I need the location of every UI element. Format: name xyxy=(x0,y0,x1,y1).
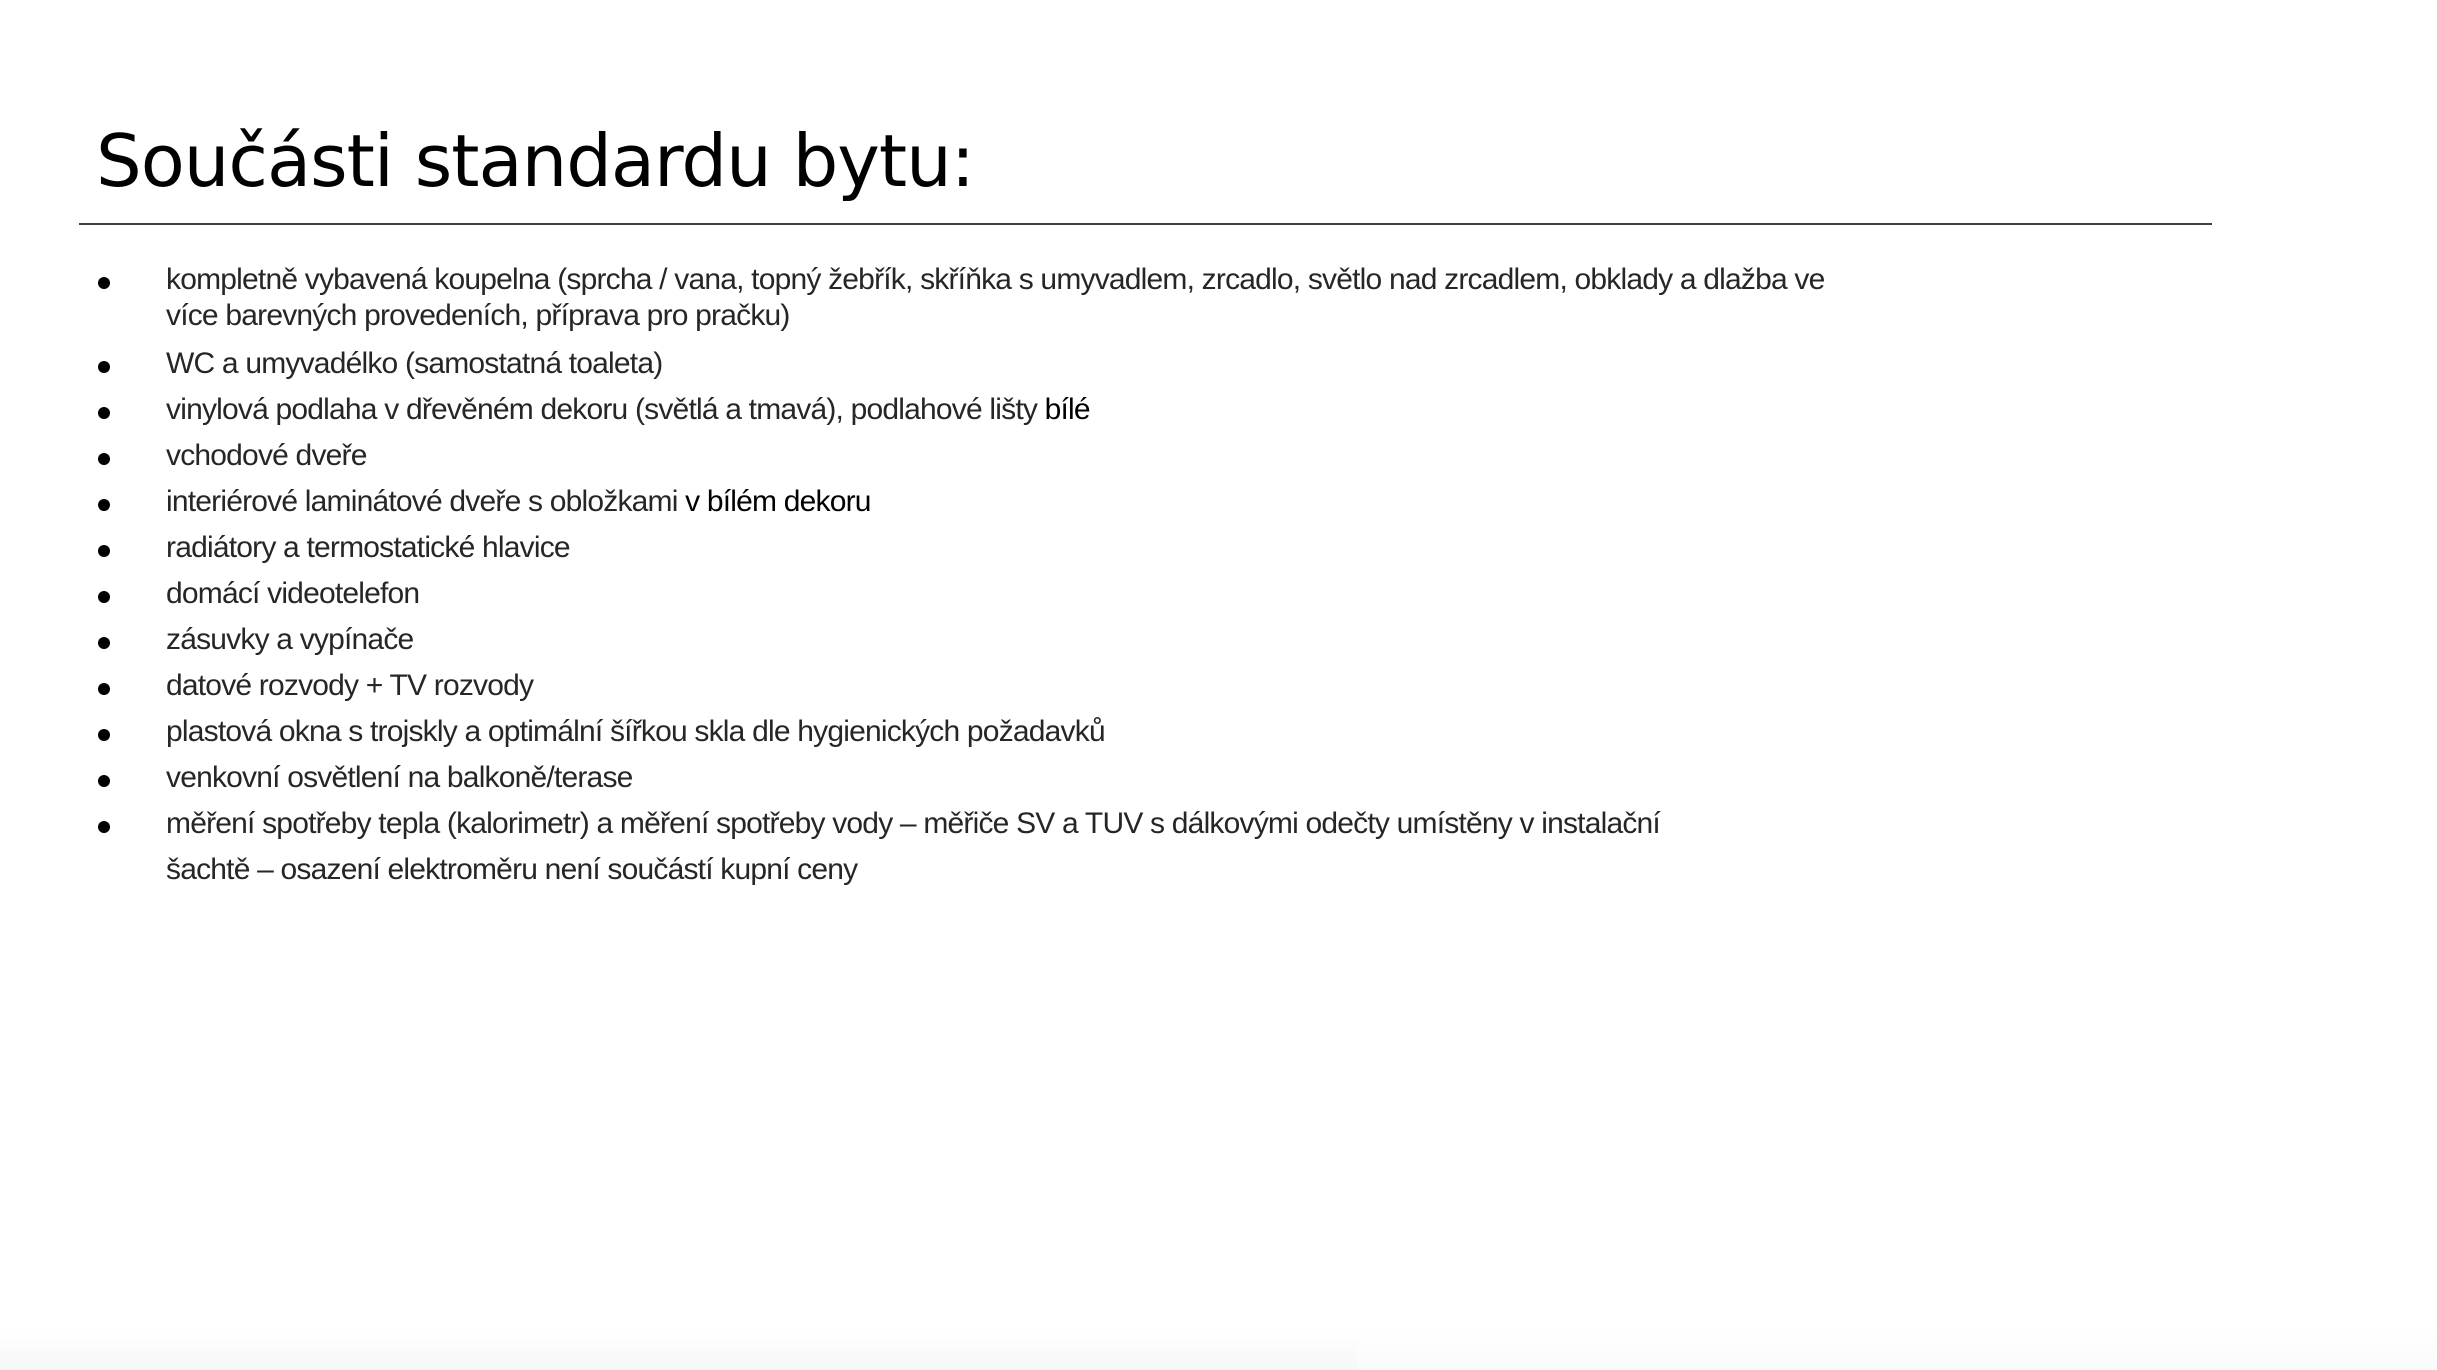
list-item xyxy=(96,346,1836,382)
list-item xyxy=(96,484,1836,520)
bullet-icon xyxy=(98,545,110,557)
bullet-icon xyxy=(98,591,110,603)
list-item xyxy=(96,801,1836,893)
bottom-edge-shade-right xyxy=(1357,1330,2437,1370)
bullet-icon xyxy=(98,361,110,373)
bullet-icon xyxy=(98,499,110,511)
list-item xyxy=(96,392,1836,428)
item-text: domácí videotelefon xyxy=(166,577,420,610)
list-item xyxy=(96,714,1836,750)
item-text-line1: měření spotřeby tepla (kalorimetr) a měření spotřeby vody – měřiče SV a TUV s dálkovými odečty umístěny v instalační xyxy=(166,807,1660,840)
item-text: zásuvky a vypínače xyxy=(166,623,414,656)
bullet-icon xyxy=(98,821,110,833)
item-text-line2: více barevných provedeních, příprava pro pračku) xyxy=(166,299,790,332)
slide-title: Součásti standardu bytu: xyxy=(96,119,975,203)
item-text: vchodové dveře xyxy=(166,439,367,472)
item-text: venkovní osvětlení na balkoně/terase xyxy=(166,761,633,794)
list-item xyxy=(96,576,1836,612)
list-item xyxy=(96,760,1836,796)
item-text: plastová okna s trojskly a optimální šířkou skla dle hygienických požadavků xyxy=(166,715,1105,748)
item-highlight: bílé xyxy=(1044,393,1090,426)
bullet-icon xyxy=(98,683,110,695)
item-text: vinylová podlaha v dřevěném dekoru (světlá a tmavá), podlahové lišty xyxy=(166,393,1045,426)
list-item xyxy=(96,622,1836,658)
list-item xyxy=(96,262,1836,334)
item-text: interiérové laminátové dveře s obložkami xyxy=(166,485,686,518)
bullet-icon xyxy=(98,637,110,649)
item-text: radiátory a termostatické hlavice xyxy=(166,531,570,564)
list-item xyxy=(96,530,1836,566)
item-text-line2: šachtě – osazení elektroměru není součástí kupní ceny xyxy=(166,853,858,886)
bullet-icon xyxy=(98,729,110,741)
item-highlight: v bílém dekoru xyxy=(685,485,871,518)
title-divider xyxy=(79,223,2212,225)
bullet-icon xyxy=(98,277,110,289)
item-text-line1: kompletně vybavená koupelna (sprcha / vana, topný žebřík, skříňka s umyvadlem, zrcadlo, světlo nad zrcadlem, obklady a dlažba ve xyxy=(166,263,1825,296)
item-text: WC a umyvadélko (samostatná toaleta) xyxy=(166,347,663,380)
bullet-icon xyxy=(98,407,110,419)
item-text: datové rozvody + TV rozvody xyxy=(166,669,534,702)
list-item xyxy=(96,438,1836,474)
bullet-icon xyxy=(98,775,110,787)
standard-items-list xyxy=(96,262,1836,893)
list-item xyxy=(96,668,1836,704)
bullet-icon xyxy=(98,453,110,465)
